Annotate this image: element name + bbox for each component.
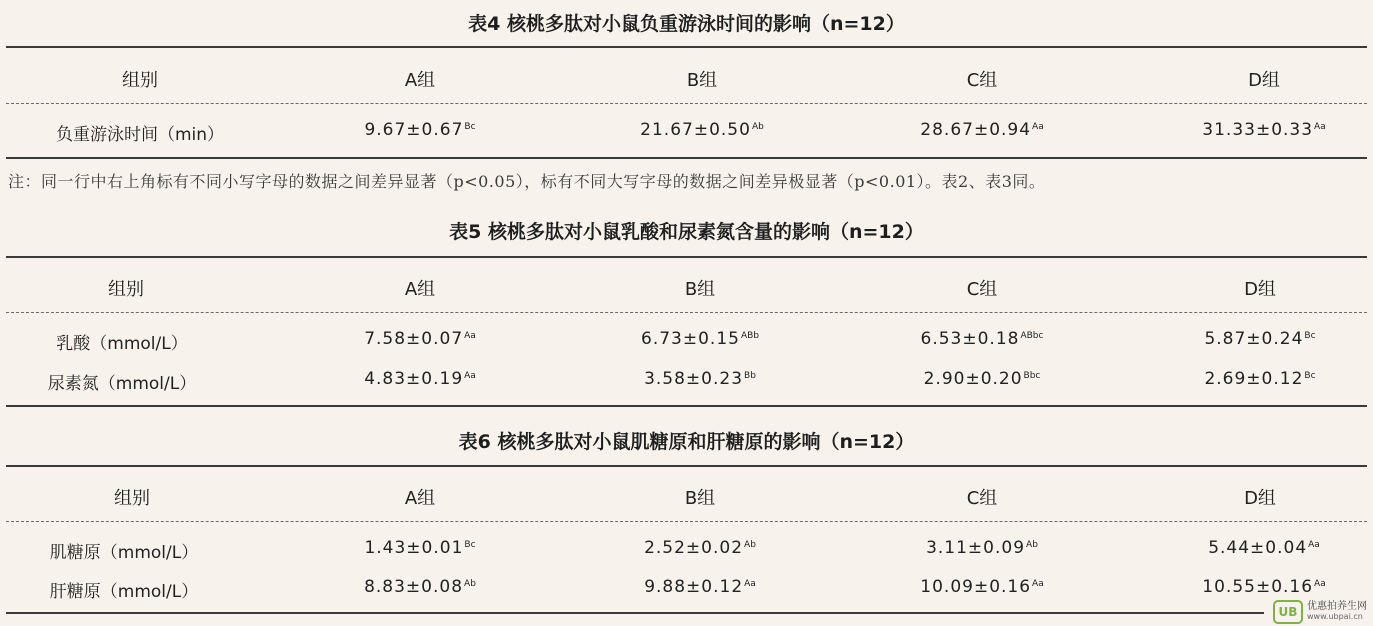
table-6-bottom-rule (6, 612, 1264, 614)
significance-mark: Aa (1314, 579, 1326, 589)
significance-mark: Bbc (1023, 371, 1041, 381)
table-6-top-rule (6, 465, 1367, 467)
cell-value: 3.11±0.09 (926, 538, 1026, 558)
data-cell (560, 329, 840, 349)
row-label: 肌糖原（mmol/L） (49, 543, 199, 563)
table-4-top-rule (6, 46, 1367, 48)
table-6-header-divider (6, 521, 1367, 522)
significance-mark: Aa (464, 371, 476, 381)
data-cell (560, 369, 840, 389)
header-group: 组别 (108, 279, 144, 300)
cell-value: 10.09±0.16 (920, 577, 1032, 597)
significance-mark: Aa (1032, 122, 1044, 132)
header-group: 组别 (122, 70, 158, 91)
significance-mark: Bb (744, 371, 756, 381)
table-note: 注：同一行中右上角标有不同小写字母的数据之间差异显著（p<0.05），标有不同大写字母的数据之间差异极显著（p<0.01）。表2、表3同。 (8, 172, 1046, 191)
cell-value: 4.83±0.19 (364, 369, 464, 389)
watermark (1273, 600, 1367, 624)
cell-value: 21.67±0.50 (640, 120, 751, 140)
cell-value: 6.53±0.18 (920, 329, 1020, 349)
header-c: C组 (966, 279, 998, 300)
data-cell (1120, 329, 1373, 349)
data-cell (280, 538, 560, 558)
data-cell (1124, 538, 1373, 558)
cell-value: 28.67±0.94 (920, 120, 1032, 140)
data-cell (280, 577, 560, 597)
cell-value: 2.69±0.12 (1204, 369, 1304, 389)
header-b: B组 (686, 70, 718, 91)
header-d: D组 (1248, 70, 1280, 91)
table-5-bottom-rule (6, 405, 1367, 407)
table-4-title: 表4 核桃多肽对小鼠负重游泳时间的影响（n=12） (468, 13, 905, 35)
header-a: A组 (404, 488, 436, 509)
row-label: 尿素氮（mmol/L） (47, 374, 197, 394)
significance-mark: Aa (744, 579, 756, 589)
cell-value: 2.90±0.20 (923, 369, 1023, 389)
header-b: B组 (684, 488, 716, 509)
significance-mark: Bc (464, 122, 476, 132)
data-cell (1124, 120, 1373, 140)
significance-mark: Ab (744, 540, 756, 550)
significance-mark: Ab (751, 122, 764, 132)
significance-mark: Aa (464, 331, 476, 341)
header-c: C组 (966, 488, 998, 509)
significance-mark: Bc (1304, 331, 1316, 341)
table-4-header-divider (6, 103, 1367, 104)
significance-mark: ABb (740, 331, 759, 341)
significance-mark: Aa (1314, 122, 1326, 132)
table-5-top-rule (6, 256, 1367, 258)
row-label: 负重游泳时间（min） (55, 125, 225, 145)
header-b: B组 (684, 279, 716, 300)
significance-mark: Bc (1304, 371, 1316, 381)
significance-mark: Aa (1032, 579, 1044, 589)
data-cell (842, 369, 1122, 389)
header-group: 组别 (114, 488, 150, 509)
data-cell (560, 538, 840, 558)
data-cell (842, 577, 1122, 597)
cell-value: 1.43±0.01 (364, 538, 464, 558)
header-c: C组 (966, 70, 998, 91)
cell-value: 2.52±0.02 (644, 538, 744, 558)
watermark-logo: UB (1273, 600, 1303, 624)
header-d: D组 (1244, 279, 1276, 300)
watermark-text (1307, 602, 1367, 622)
cell-value: 5.44±0.04 (1208, 538, 1308, 558)
data-cell (562, 120, 842, 140)
significance-mark: Bc (464, 540, 476, 550)
data-cell (842, 329, 1122, 349)
cell-value: 9.88±0.12 (644, 577, 744, 597)
header-a: A组 (404, 70, 436, 91)
header-a: A组 (404, 279, 436, 300)
data-cell (560, 577, 840, 597)
cell-value: 8.83±0.08 (364, 577, 464, 597)
data-cell (1124, 577, 1373, 597)
data-cell (280, 369, 560, 389)
data-cell (842, 120, 1122, 140)
significance-mark: Ab (1026, 540, 1038, 550)
cell-value: 10.55±0.16 (1202, 577, 1314, 597)
table-5-header-divider (6, 312, 1367, 313)
row-label: 肝糖原（mmol/L） (49, 582, 199, 602)
cell-value: 31.33±0.33 (1202, 120, 1314, 140)
watermark-name: 优惠拍养生网 (1307, 601, 1367, 612)
cell-value: 5.87±0.24 (1204, 329, 1304, 349)
significance-mark: Aa (1308, 540, 1320, 550)
cell-value: 3.58±0.23 (644, 369, 744, 389)
header-d: D组 (1244, 488, 1276, 509)
data-cell (842, 538, 1122, 558)
significance-mark: Ab (464, 579, 476, 589)
cell-value: 6.73±0.15 (641, 329, 740, 349)
cell-value: 7.58±0.07 (364, 329, 464, 349)
table-5-title: 表5 核桃多肽对小鼠乳酸和尿素氮含量的影响（n=12） (449, 221, 924, 243)
cell-value: 9.67±0.67 (364, 120, 464, 140)
data-cell (280, 329, 560, 349)
data-cell (1120, 369, 1373, 389)
watermark-url: www.ubpai.cn (1307, 612, 1363, 621)
table-6-title: 表6 核桃多肽对小鼠肌糖原和肝糖原的影响（n=12） (458, 431, 915, 453)
row-label: 乳酸（mmol/L） (56, 334, 188, 354)
significance-mark: ABbc (1020, 331, 1044, 341)
data-cell (280, 120, 560, 140)
table-4-bottom-rule (6, 157, 1367, 159)
